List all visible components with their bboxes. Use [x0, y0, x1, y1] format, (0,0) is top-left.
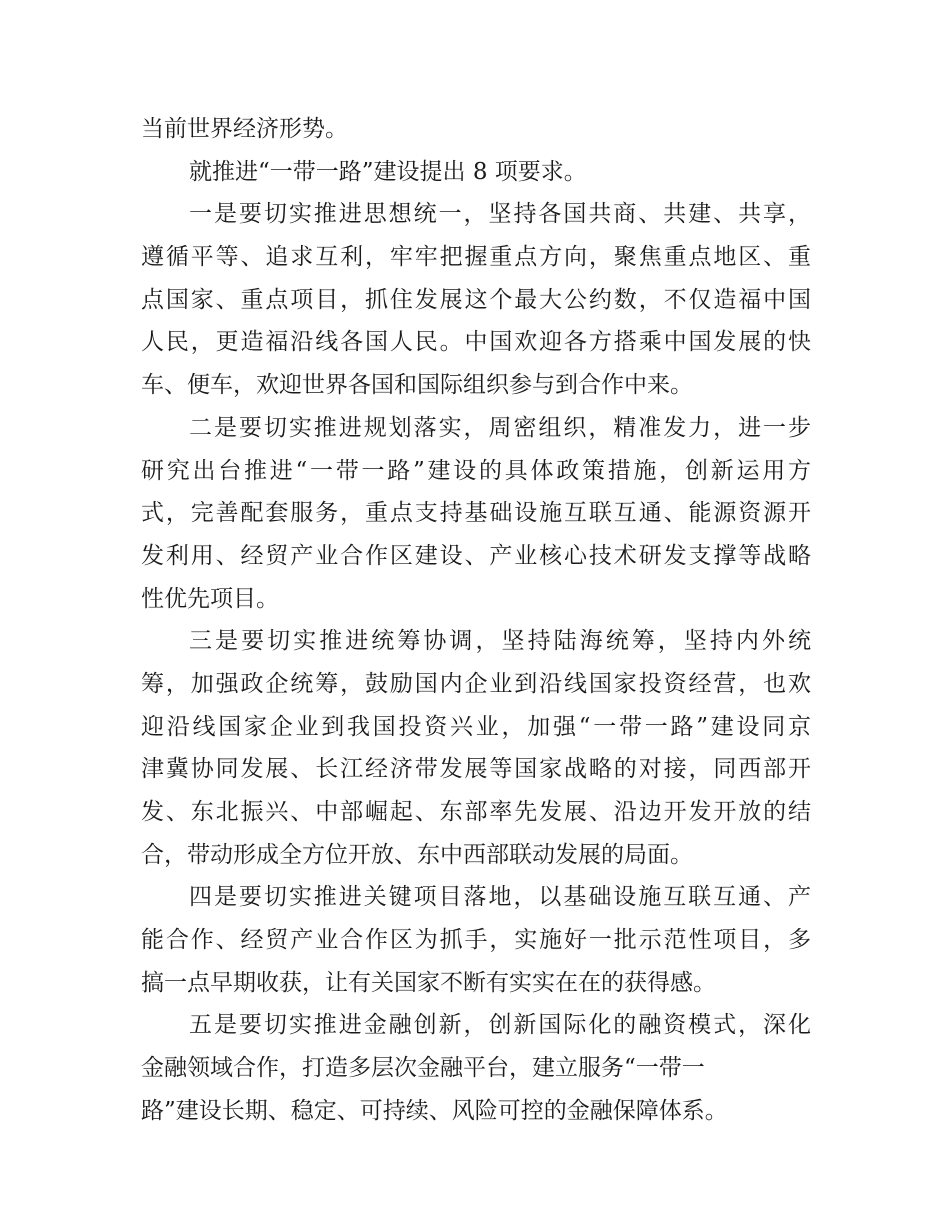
- paragraph-line: 五是要切实推进金融创新，创新国际化的融资模式，深化: [189, 1012, 811, 1039]
- text-line: 发、东北振兴、中部崛起、东部率先发展、沿边开发开放的结: [141, 799, 811, 825]
- text-line: 能合作、经贸产业合作区为抓手，实施好一批示范性项目，多: [141, 927, 811, 954]
- text-line: 车、便车，欢迎世界各国和国际组织参与到合作中来。: [141, 372, 693, 399]
- text-line: 当前世界经济形势。: [141, 116, 348, 142]
- text-line: 津冀协同发展、长江经济带发展等国家战略的对接，同西部开: [141, 756, 811, 783]
- paragraph-line: 就推进“一带一路”建设提出 8 项要求。: [189, 158, 587, 185]
- document-body: [141, 108, 811, 1133]
- text-line: 筹，加强政企统筹，鼓励国内企业到沿线国家投资经营，也欢: [141, 670, 811, 697]
- text-line: 性优先项目。: [141, 585, 279, 612]
- text-line: 遵循平等、追求互利，牢牢把握重点方向，聚焦重点地区、重: [141, 244, 811, 271]
- text-line: 发利用、经贸产业合作区建设、产业核心技术研发支撑等战略: [141, 542, 811, 569]
- text-line: 迎沿线国家企业到我国投资兴业，加强“一带一路”建设同京: [141, 713, 811, 740]
- paragraph-line: 三是要切实推进统筹协调，坚持陆海统筹，坚持内外统: [189, 628, 811, 655]
- text-line: 点国家、重点项目，抓住发展这个最大公约数，不仅造福中国: [141, 286, 811, 313]
- text-line: 搞一点早期收获，让有关国家不断有实实在在的获得感。: [141, 969, 716, 996]
- text-line: 式，完善配套服务，重点支持基础设施互联互通、能源资源开: [141, 500, 811, 527]
- text-line: 金融领域合作，打造多层次金融平台，建立服务“一带一: [141, 1055, 705, 1082]
- paragraph-line: 四是要切实推进关键项目落地，以基础设施互联互通、产: [189, 884, 811, 911]
- paragraph-line: 一是要切实推进思想统一，坚持各国共商、共建、共享，: [189, 201, 811, 228]
- text-line: 研究出台推进“一带一路”建设的具体政策措施，创新运用方: [141, 457, 811, 484]
- paragraph-line: 二是要切实推进规划落实，周密组织，精准发力，进一步: [189, 414, 811, 441]
- text-line: 合，带动形成全方位开放、东中西部联动发展的局面。: [141, 841, 693, 868]
- text-line: 路”建设长期、稳定、可持续、风险可控的金融保障体系。: [141, 1097, 728, 1124]
- text-line: 人民，更造福沿线各国人民。中国欢迎各方搭乘中国发展的快: [141, 329, 811, 356]
